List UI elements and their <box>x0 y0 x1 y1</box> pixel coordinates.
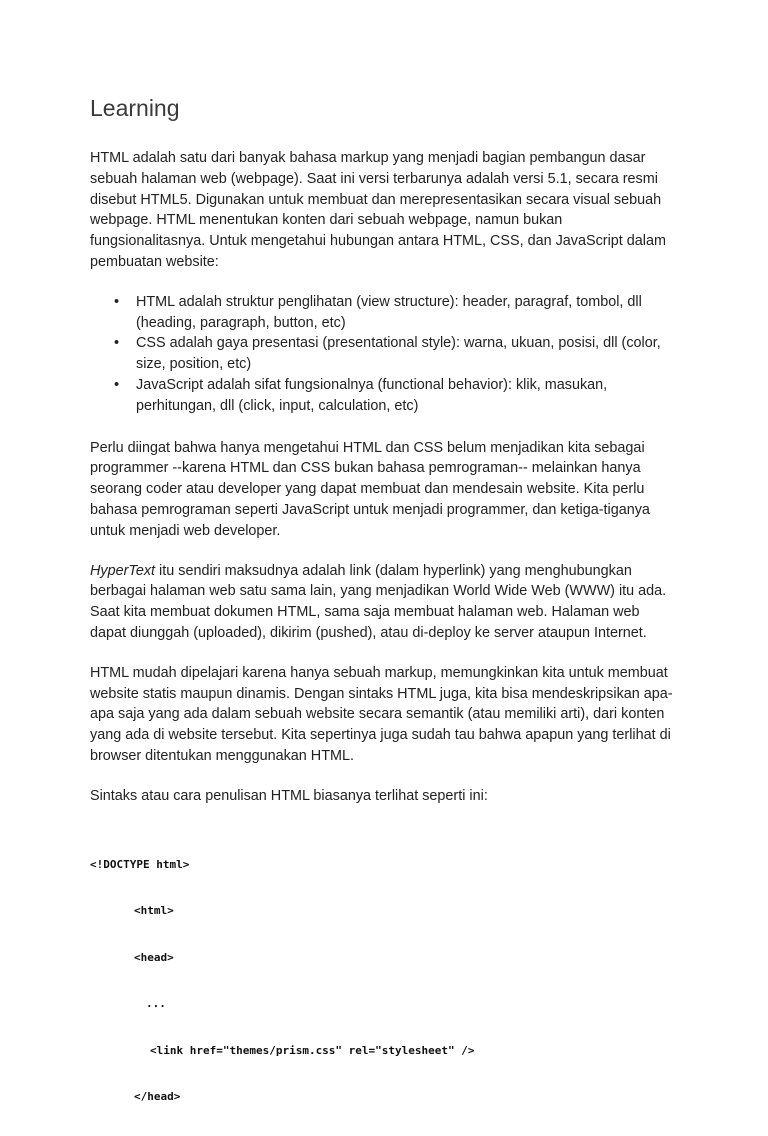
bullet-list <box>90 292 678 417</box>
code-line: <head> <box>134 950 174 964</box>
list-item-text: CSS adalah gaya presentasi (presentational style): warna, ukuan, posisi, dll (color, size, position, etc) <box>136 335 661 373</box>
code-line: ... <box>146 997 166 1011</box>
markup-paragraph: HTML mudah dipelajari karena hanya sebuah markup, memungkinkan kita untuk membuat website statis maupun dinamis. Dengan sintaks HTML juga, kita bisa mendeskripsikan apa-apa saja yang ada dalam sebuah website secara semantik (atau memiliki arti), dari konten yang ada di website tersebut. Kita sepertinya juga sudah tau bahwa apapun yang terlihat di browser ditentukan menggunakan HTML. <box>90 664 673 764</box>
bullet-icon: • <box>114 335 120 352</box>
code-line: <!DOCTYPE html> <box>90 857 190 871</box>
list-item-text: JavaScript adalah sifat fungsionalnya (functional behavior): klik, masukan, perhitungan, dll (click, input, calculation, etc) <box>136 376 608 414</box>
syntax-intro-paragraph: Sintaks atau cara penulisan HTML biasanya terlihat seperti ini: <box>90 787 488 804</box>
code-block <box>90 826 678 1136</box>
intro-paragraph: HTML adalah satu dari banyak bahasa markup yang menjadi bagian pembangun dasar sebuah halaman web (webpage). Saat ini versi terbarunya adalah versi 5.1, secara resmi disebut HTML5. Digunakan untuk membuat dan merepresentasikan secara visual sebuah webpage. HTML menentukan konten dari sebuah webpage, namun bukan fungsionalitasnya. Untuk mengetahui hubungan antara HTML, CSS, dan JavaScript dalam pembuatan website: <box>90 150 666 270</box>
list-item <box>114 292 678 334</box>
code-line: <link href="themes/prism.css" rel="stylesheet" /> <box>150 1043 475 1057</box>
programmer-paragraph: Perlu diingat bahwa hanya mengetahui HTML dan CSS belum menjadikan kita sebagai programmer --karena HTML dan CSS bukan bahasa pemrograman-- melainkan hanya seorang coder atau developer yang dapat membuat dan mendesain website. Kita perlu bahasa pemrograman seperti JavaScript untuk menjadi programmer, dan ketiga-tiganya untuk menjadi web developer. <box>90 439 650 539</box>
bullet-icon: • <box>114 293 120 310</box>
list-item <box>114 375 678 417</box>
list-item-text: HTML adalah struktur penglihatan (view structure): header, paragraf, tombol, dll (heading, paragraph, button, etc) <box>136 293 642 331</box>
hypertext-term: HyperText <box>90 562 156 579</box>
hypertext-paragraph-text: itu sendiri maksudnya adalah link (dalam hyperlink) yang menghubungkan berbagai halaman web satu sama lain, yang menjadikan World Wide Web (WWW) itu ada. Saat kita membuat dokumen HTML, sama saja membuat halaman web. Halaman web dapat diunggah (uploaded), dikirim (pushed), atau di-deploy ke server ataupun Internet. <box>90 562 667 641</box>
bullet-icon: • <box>114 376 120 393</box>
code-line: <html> <box>134 904 174 918</box>
page-title: Learning <box>90 95 180 121</box>
hypertext-paragraph <box>90 561 678 644</box>
list-item <box>114 333 678 375</box>
code-line: </head> <box>134 1090 181 1104</box>
